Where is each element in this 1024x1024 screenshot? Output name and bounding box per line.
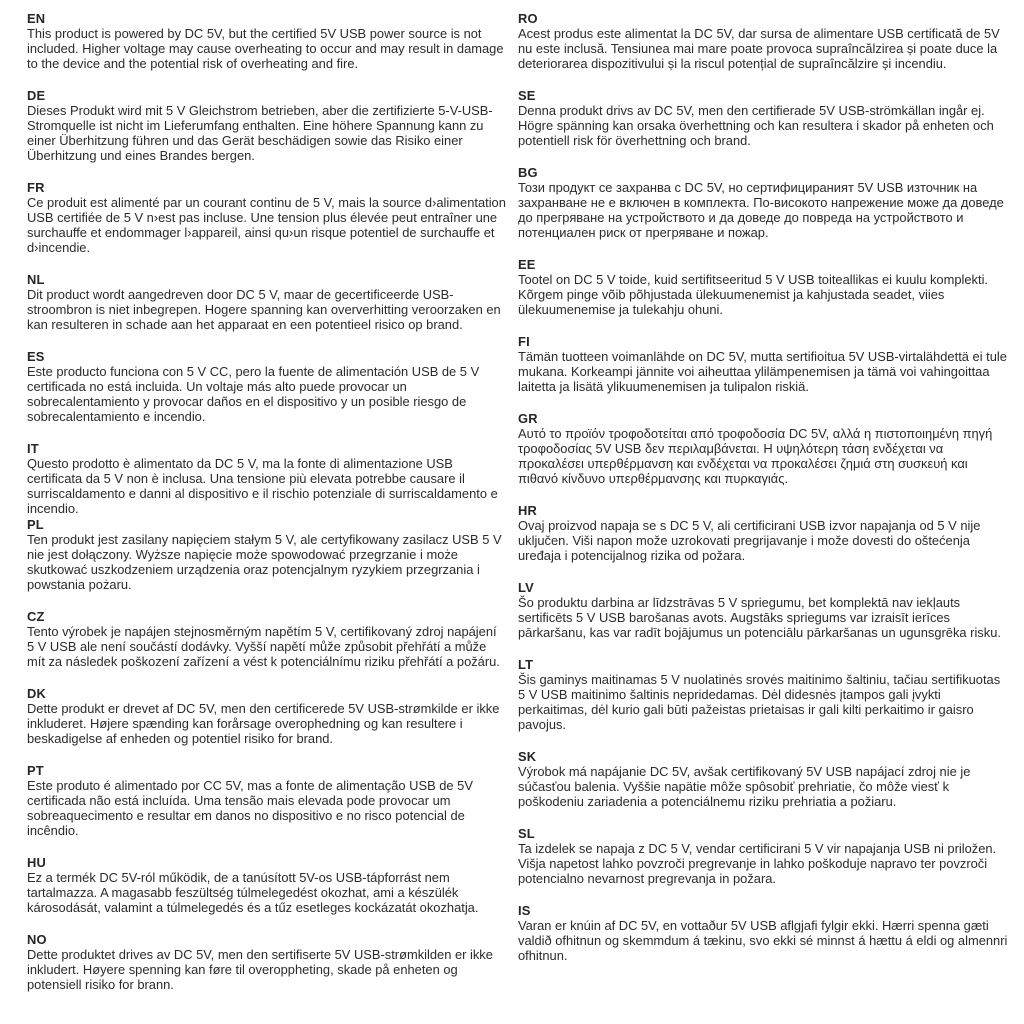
warning-text: Dette produktet drives av DC 5V, men den sertifiserte 5V USB-strømkilden er ikke inkludert. Høyere spenning kan føre til overoppheting, skade på enheten og potensiell risiko for brann. <box>27 947 493 992</box>
language-section-es <box>27 349 506 424</box>
warning-text: Този продукт се захранва с DC 5V, но сертифицираният 5V USB източник на захранване не е включен в комплекта. По-високото напрежение може да доведе до прегряване на устройството и да доведе до повреда на устройството и потенциален риск от прегряване и пожар. <box>518 180 1004 240</box>
language-section-en <box>27 11 506 71</box>
warning-text: Ovaj proizvod napaja se s DC 5 V, ali certificirani USB izvor napajanja od 5 V nije uključen. Viši napon može uzrokovati pregrijavanje i može dovesti do oštećenja uređaja i potencijalnog rizika od požara. <box>518 518 981 563</box>
language-section-pt <box>27 763 506 838</box>
warning-text: Ten produkt jest zasilany napięciem stałym 5 V, ale certyfikowany zasilacz USB 5 V nie jest dołączony. Wyższe napięcie może spowodować przegrzanie i może skutkować uszkodzeniem urządzenia oraz potencjalnym ryzykiem przegrzania i powstania pożaru. <box>27 532 502 592</box>
language-section-pl <box>27 517 506 592</box>
language-code-label: LT <box>518 657 534 672</box>
warning-text: Αυτό το προϊόν τροφοδοτείται από τροφοδοσία DC 5V, αλλά η πιστοποιημένη πηγή τροφοδοσίας 5V USB δεν περιλαμβάνεται. Η υψηλότερη τάση ενδέχεται να προκαλέσει υπερθέρμανση και ενδέχεται να προκαλέσει ζημιά στη συσκευή και πιθανό κίνδυνο υπερθέρμανσης και πυρκαγιάς. <box>518 426 993 486</box>
language-code-label: FI <box>518 334 530 349</box>
warning-text: Varan er knúin af DC 5V, en vottaður 5V USB aflgjafi fylgir ekki. Hærri spenna gæti valdið ofhitnun og skemmdum á tækinu, svo ekki sé minnst á hættu á eldi og almennri ofhitnun. <box>518 918 1008 963</box>
warning-text: Dette produkt er drevet af DC 5V, men den certificerede 5V USB-strømkilde er ikke inkluderet. Højere spænding kan forårsage overophedning og kan resultere i beskadigelse af enheden og potentiel risiko for brand. <box>27 701 500 746</box>
warning-text: Šo produktu darbina ar līdzstrāvas 5 V spriegumu, bet komplektā nav iekļauts sertificēts 5 V USB barošanas avots. Augstāks spriegums var izraisīt ierīces pārkaršanu, kas var radīt bojājumus un potenciālu pārkaršanas un ugunsgrēka risku. <box>518 595 1001 640</box>
warning-text: Dit product wordt aangedreven door DC 5 V, maar de gecertificeerde USB-stroombron is niet inbegrepen. Hogere spanning kan oververhitting veroorzaken en kan resulteren in schade aan het apparaat en een potentieel risico op brand. <box>27 287 501 332</box>
language-section-dk <box>27 686 506 746</box>
language-code-label: EE <box>518 257 536 272</box>
language-section-hu <box>27 855 506 915</box>
warning-text: Este producto funciona con 5 V CC, pero la fuente de alimentación USB de 5 V certificada no está incluida. Un voltaje más alto puede provocar un sobrecalentamiento y provocar daños en el dispositivo y un posible riesgo de sobrecalentamiento e incendio. <box>27 364 480 424</box>
language-code-label: BG <box>518 165 538 180</box>
language-code-label: CZ <box>27 609 45 624</box>
warning-text: Ez a termék DC 5V-ról működik, de a tanúsított 5V-os USB-tápforrást nem tartalmazza. A magasabb feszültség túlmelegedést okozhat, ami a készülék károsodását, valamint a túlmelegedés és a tűz esetleges kockázatát okozhatja. <box>27 870 479 915</box>
language-section-nl <box>27 272 506 332</box>
language-section-fi <box>518 334 1010 394</box>
language-section-gr <box>518 411 1010 486</box>
language-section-cz <box>27 609 506 669</box>
language-section-lt <box>518 657 1010 732</box>
language-code-label: SE <box>518 88 536 103</box>
warning-text: Tento výrobek je napájen stejnosměrným napětím 5 V, certifikovaný zdroj napájení 5 V USB ale není součástí dodávky. Vyšší napětí může způsobit přehřátí a může mít za následek poškození zařízení a vést k potenciálnímu riziku přehřátí a požáru. <box>27 624 500 669</box>
language-code-label: ES <box>27 349 45 364</box>
warning-text: Výrobok má napájanie DC 5V, avšak certifikovaný 5V USB napájací zdroj nie je súčasťou balenia. Vyššie napätie môže spôsobiť prehriatie, čo môže viesť k poškodeniu zariadenia a potenciálnemu riziku prehriatia a požiaru. <box>518 764 971 809</box>
language-section-de <box>27 88 506 163</box>
warning-text: Este produto é alimentado por CC 5V, mas a fonte de alimentação USB de 5V certificada não está incluída. Uma tensão mais elevada pode provocar um sobreaquecimento e resultar em danos no dispositivo e no risco potencial de incêndio. <box>27 778 473 838</box>
language-code-label: DK <box>27 686 47 701</box>
language-section-se <box>518 88 1010 148</box>
language-code-label: SK <box>518 749 537 764</box>
warning-text: This product is powered by DC 5V, but the certified 5V USB power source is not included. Higher voltage may cause overheating to occur and may result in damage to the device and the potential risk of overheating and fire. <box>27 26 504 71</box>
warning-text: Questo prodotto è alimentato da DC 5 V, ma la fonte di alimentazione USB certificata da 5 V non è inclusa. Una tensione più elevata potrebbe causare il surriscaldamento e danni al dispositivo e il rischio potenziale di surriscaldamento e incendio. <box>27 456 498 516</box>
language-section-lv <box>518 580 1010 640</box>
language-section-no <box>27 932 506 992</box>
language-code-label: HU <box>27 855 47 870</box>
language-code-label: DE <box>27 88 46 103</box>
warning-text: Acest produs este alimentat la DC 5V, dar sursa de alimentare USB certificată de 5V nu este inclusă. Tensiunea mai mare poate provoca supraîncălzirea și poate duce la deteriorarea dispozitivului și la riscul potențial de supraîncălzire și incendiu. <box>518 26 1000 71</box>
language-code-label: IS <box>518 903 531 918</box>
language-code-label: EN <box>27 11 46 26</box>
language-section-bg <box>518 165 1010 240</box>
left-column <box>27 11 506 1009</box>
warning-text: Šis gaminys maitinamas 5 V nuolatinės srovės maitinimo šaltiniu, tačiau sertifikuotas 5 V USB maitinimo šaltinis nepridedamas. Dėl didesnės įtampos gali įvykti perkaitimas, dėl kurio gali būti pažeistas prietaisas ir gali kilti perkaitimo ir gaisro pavojus. <box>518 672 1001 732</box>
language-code-label: PT <box>27 763 44 778</box>
language-section-it <box>27 441 506 516</box>
right-column <box>518 11 1010 1009</box>
language-code-label: NO <box>27 932 47 947</box>
warning-text: Ce produit est alimenté par un courant continu de 5 V, mais la source d›alimentation USB certifiée de 5 V n›est pas incluse. Une tension plus élevée peut entraîner une surchauffe et endommager l›appareil, ainsi qu›un risque potentiel de surchauffe et d›incendie. <box>27 195 506 255</box>
language-section-fr <box>27 180 506 255</box>
language-section-hr <box>518 503 1010 563</box>
warning-text: Tootel on DC 5 V toide, kuid sertifitseeritud 5 V USB toiteallikas ei kuulu komplekti. Kõrgem pinge võib põhjustada ülekuumenemist ja kahjustada seadet, viies ülekuumenemise ja tulekahju ohuni. <box>518 272 989 317</box>
warning-text: Dieses Produkt wird mit 5 V Gleichstrom betrieben, aber die zertifizierte 5-V-USB-Stromquelle ist nicht im Lieferumfang enthalten. Eine höhere Spannung kann zu einer Überhitzung führen und das Gerät beschädigen sowie das Risiko einer Überhitzung und eines Brandes bergen. <box>27 103 493 163</box>
language-section-ee <box>518 257 1010 317</box>
language-section-is <box>518 903 1010 963</box>
language-code-label: SL <box>518 826 535 841</box>
language-section-sk <box>518 749 1010 809</box>
language-code-label: PL <box>27 517 44 532</box>
warning-text: Denna produkt drivs av DC 5V, men den certifierade 5V USB-strömkällan ingår ej. Högre spänning kan orsaka överhettning och kan resultera i skador på enheten och potentiell risk för överhettning och brand. <box>518 103 994 148</box>
language-code-label: HR <box>518 503 538 518</box>
language-section-ro <box>518 11 1010 71</box>
warning-text: Ta izdelek se napaja z DC 5 V, vendar certificirani 5 V vir napajanja USB ni priložen. Višja napetost lahko povzroči pregrevanje in lahko poškoduje napravo ter povzroči potencialno nevarnost pregrevanja in požara. <box>518 841 997 886</box>
warning-text: Tämän tuotteen voimanlähde on DC 5V, mutta sertifioitua 5V USB-virtalähdettä ei tule mukana. Korkeampi jännite voi aiheuttaa ylilämpenemisen ja tämä voi vahingoittaa laitetta ja lisätä ylikuumenemisen ja tulipalon riskiä. <box>518 349 1007 394</box>
language-code-label: RO <box>518 11 538 26</box>
language-code-label: LV <box>518 580 534 595</box>
language-section-sl <box>518 826 1010 886</box>
language-code-label: FR <box>27 180 45 195</box>
language-code-label: NL <box>27 272 45 287</box>
language-code-label: IT <box>27 441 39 456</box>
language-code-label: GR <box>518 411 538 426</box>
